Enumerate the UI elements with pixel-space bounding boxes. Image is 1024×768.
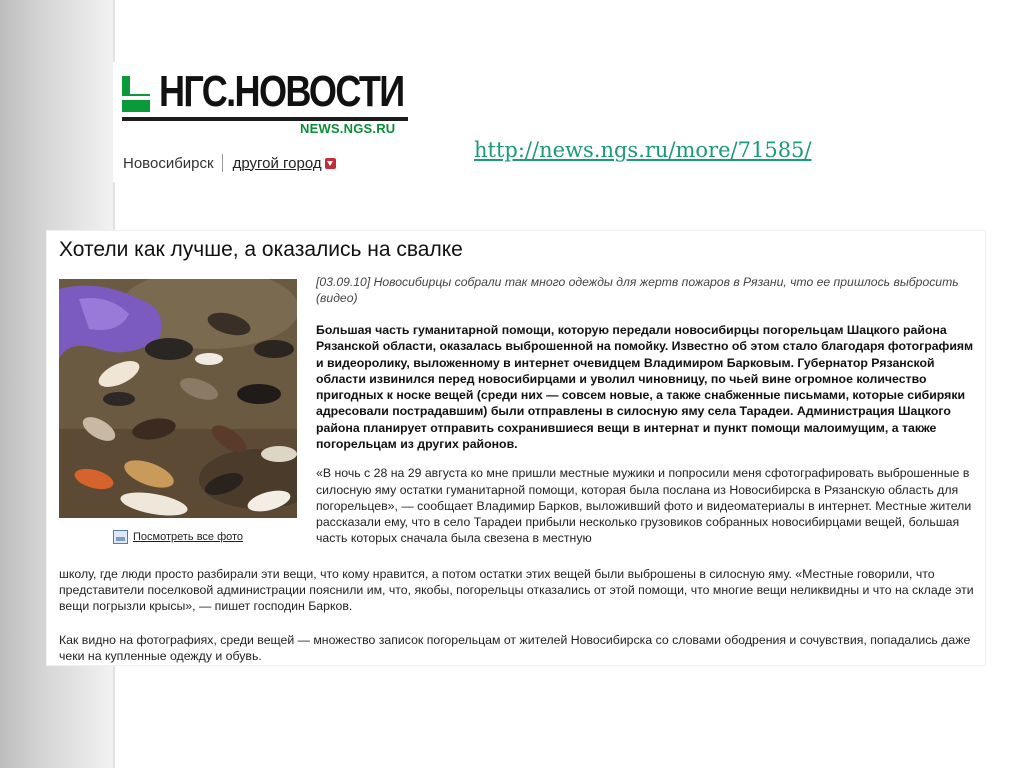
article-title: Хотели как лучше, а оказались на свалке (59, 238, 463, 261)
article-screenshot (47, 231, 985, 665)
article-quote-part2: школу, где люди просто разбирали эти вещи, что кому нравится, а потом остатки этих вещей были выброшены в силосную яму. «Местные говорили, что представители поселковой администрации пояснили им, что, якобы, погорельцы отказались от этой помощи, что многие вещи неликвидны и что на складе эти вещи погрызли крысы», — пишет господин Барков. (59, 567, 974, 614)
article-dateline: [03.09.10] Новосибирцы собрали так много одежды для жертв пожаров в Рязани, что ее пришлось выбросить (видео) (316, 275, 959, 305)
logo-row (122, 66, 457, 118)
article-final-paragraph: Как видно на фотографиях, среди вещей — множество записок погорельцам от жителей Новосибирска со словами ободрения и сочувствия, попадались даже чеки на купленные одежду и обувь. (59, 633, 971, 664)
photo-gallery-icon (113, 530, 128, 544)
view-all-photos-label[interactable]: Посмотреть все фото (133, 531, 244, 543)
discarded-clothes-photo-icon (59, 279, 297, 518)
dropdown-arrow-icon[interactable] (325, 158, 336, 169)
ngs-logo-block (113, 62, 413, 182)
current-city: Новосибирск (123, 154, 214, 172)
city-selector (123, 154, 336, 172)
city-divider (222, 154, 223, 172)
article-right-column (316, 274, 980, 546)
source-url-link[interactable]: http://news.ngs.ru/more/71585/ (474, 138, 812, 162)
view-all-photos-link[interactable] (113, 530, 243, 544)
ngs-logo-icon (122, 72, 156, 112)
article-lead: Большая часть гуманитарной помощи, которую передали новосибирцы погорельцам Шацкого района Рязанской области, оказалась выброшенной на помойку. Известно об этом стало благодаря фотографиям и видеоролику, выложенному в интернет очевидцем Владимиром Барковым. Губернатор Рязанской области извинился перед новосибирцами и уволил чиновницу, по чьей вине огромное количество пригодных к носке вещей (среди них — совсем новые, а также снабженные письмами, которые сибиряки адресовали пострадавшим) были отправлены в силосную яму села Тарадеи. Администрация Шацкого района планирует отправить сохранившиеся вещи в интернат и пункт помощи малоимущим, а также погорельцам из других районов. (316, 323, 974, 452)
article-photo (59, 279, 297, 518)
logo-brand: НГС.НОВОСТИ (159, 67, 404, 116)
article-quote-part1: «В ночь с 28 на 29 августа ко мне пришли местные мужики и попросили меня сфотографировать выброшенные в силосную яму остатки гуманитарной помощи, которая была послана из Новосибирска в Рязанскую область для погорельцев», — сообщает Владимир Барков, выложивший фото и видеоматериалы в интернет. Местные жители рассказали ему, что в село Тарадеи прибыли несколько грузовиков собранных новосибирцами вещей, большая часть которых сначала была свезена в местную (316, 466, 972, 546)
other-city-link[interactable]: другой город (232, 154, 322, 172)
logo-domain: NEWS.NGS.RU (300, 121, 396, 136)
